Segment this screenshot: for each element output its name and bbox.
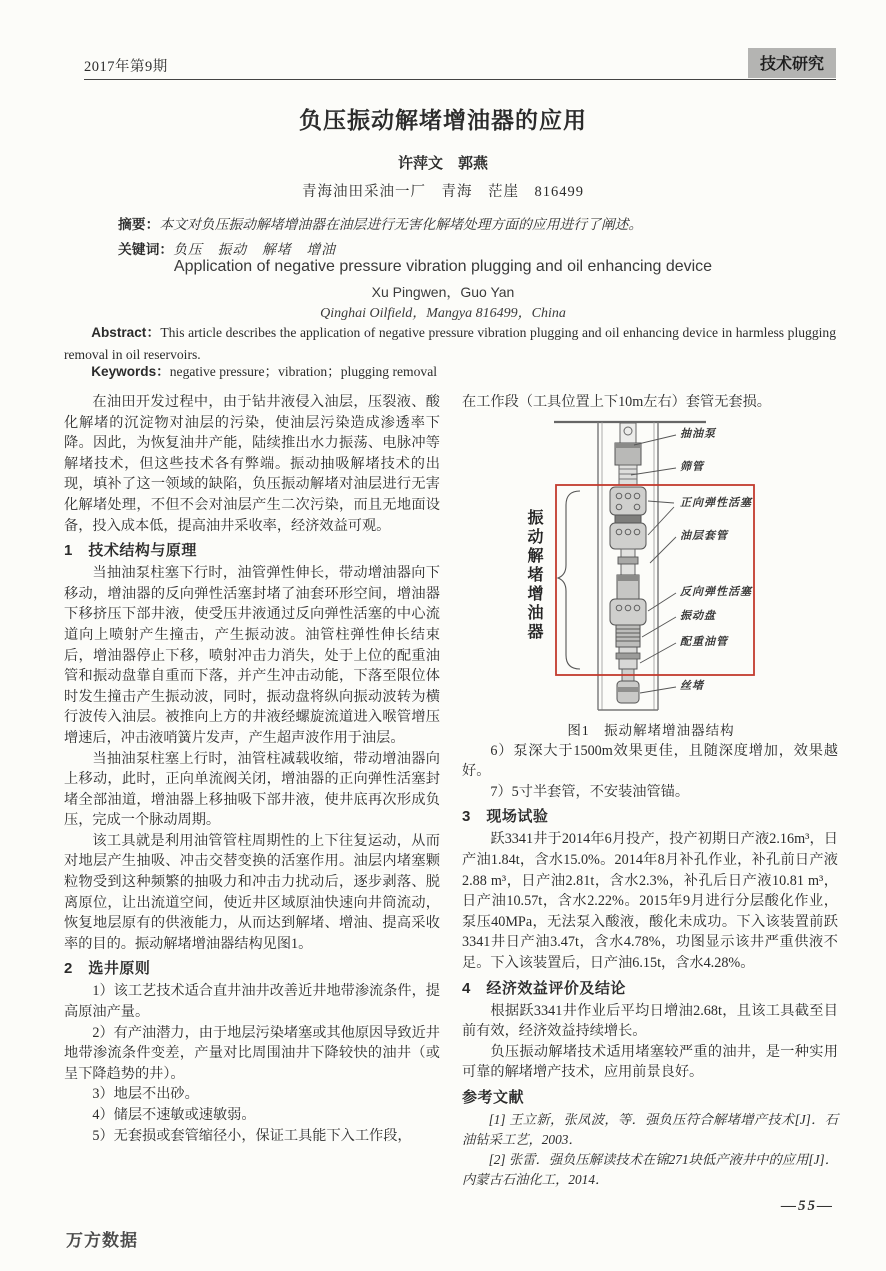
- item-5-continuation: 在工作段（工具位置上下10m左右）套管无套损。: [462, 394, 771, 410]
- section-1-paragraph-2: 当抽油泵柱塞上行时，油管柱减载收缩，带动增油器向上移动，此时，正向单流阀关闭，增油器的正向弹性活塞封堵全部油道，增油器上移抽吸下部井液，使井底再次形成负压，完成一个脉动周期。: [64, 750, 440, 829]
- section-1-heading: 1 技术结构与原理: [64, 542, 197, 560]
- page-header: [84, 48, 836, 78]
- well-selection-item-3: 3）地层不出砂。: [92, 1086, 199, 1103]
- intro-paragraph: 在油田开发过程中，由于钻井液侵入油层，压裂液、酸化解堵的沉淀物对油层的污染，使油层污染造成渗透率下降。因此，为恢复油井产能，陆续推出水力振荡、电脉冲等解堵技术，但这些技术各有弊端。振动抽吸解堵技术的出现，填补了这一领域的缺陷，负压振动解堵对油层进行无害化解堵处理，不但不会对油层产生二次污染，而且无地面设备，投入成本低，提高油井采收率，经济效益可观。: [64, 394, 440, 534]
- abstract-en-text: This article describes the application of negative pressure vibration plugging and oil enhancing device in harmless plugging removal in oil reservoirs.: [64, 325, 836, 362]
- keywords-en: [64, 360, 836, 380]
- keywords-en-text: negative pressure；vibration；plugging removal: [169, 364, 438, 379]
- section-4-heading: 4 经济效益评价及结论: [462, 979, 626, 997]
- issue-label: 2017年第9期: [84, 59, 168, 75]
- header-rule: [84, 79, 836, 80]
- affiliation-en: Qinghai Oilfield，Mangya 816499，China: [320, 306, 566, 321]
- keywords-en-label: Keywords：: [91, 364, 170, 379]
- label-vibration-plate: 振动盘: [680, 609, 716, 622]
- label-screen-pipe: 筛管: [680, 460, 704, 473]
- abstract-cn-text: 本文对负压振动解堵增油器在油层进行无害化解堵处理方面的应用进行了阐述。: [159, 216, 643, 232]
- label-oil-pump: 抽油泵: [680, 427, 716, 440]
- device-brace: [558, 491, 580, 669]
- authors-cn: 许萍文 郭燕: [397, 155, 488, 172]
- section-4-paragraph-1: 根据跃3341井作业后平均日增油2.68t，且该工具截至目前有效，经济效益持续增长。: [462, 1002, 838, 1040]
- section-1-paragraph-3: 该工具就是利用油管管柱周期性的上下往复运动，从而对地层产生抽吸、冲击交替变换的活塞作用。油层内堵塞颗粒物受到这种频繁的抽吸力和冲击力扰动后，逐步剥落、脱离原位，让出流道空间，使近井区域原油快速向井筒流动，恢复地层原有的供液能力，从而达到解堵、增油、提高采收率的目的。振动解堵增油器结构见图1。: [64, 832, 440, 952]
- article-title-en: Application of negative pressure vibration plugging and oil enhancing device: [173, 258, 713, 275]
- abstract-en-label: Abstract：: [91, 325, 161, 340]
- label-oil-layer-casing: 油层套管: [680, 529, 728, 542]
- right-column: [462, 392, 838, 1190]
- label-forward-elastic-piston: 正向弹性活塞: [680, 496, 752, 509]
- reference-1: [1] 王立新，张凤波，等．强负压符合解堵增产技术[J]．石油钻采工艺，2003．: [462, 1111, 838, 1147]
- figure-1: [462, 417, 838, 739]
- abstract-cn: [118, 215, 826, 235]
- well-selection-item-5: 5）无套损或套管缩径小，保证工具能下入工作段，: [92, 1127, 412, 1144]
- section-3-heading: 3 现场试验: [462, 808, 549, 826]
- keywords-cn-label: 关键词：: [118, 241, 174, 257]
- references-heading: 参考文献: [462, 1088, 525, 1106]
- article-title-cn: 负压振动解堵增油器的应用: [299, 107, 587, 133]
- keywords-cn-text: 负压 振动 解堵 增油: [173, 241, 336, 257]
- page-number: —55—: [781, 1198, 834, 1214]
- keywords-cn: [118, 240, 826, 260]
- section-3-paragraph: 跃3341井于2014年6月投产，投产初期日产液2.16m³，日产油1.84t，含水15.0%。2014年8月补孔作业，补孔前日产液2.88 m³，日产油2.81t，含水2.3%，补孔后日产液10.81 m³，日产油10.57t，含水2.22%。2015年9月进行分层酸化作业，泵压40MPa，无法泵入酸液，酸化未成功。下入该装置前跃3341井日产油3.47t，含水4.78%，功图显示该井严重供液不足。下入该装置后，日产油6.15t，含水4.28%。: [462, 831, 838, 971]
- section-1-paragraph-1: 当抽油泵柱塞下行时，油管弹性伸长，带动增油器向下移动，增油器的反向弹性活塞封堵了油套环形空间，增油器下移挤压下部井液，使受压井液通过反向弹性活塞的中心流道向上喷射产生撞击，产生振动波。油管柱弹性伸长结束后，增油器停止下移，喷射冲击力消失，处于上位的配重油管和振动盘靠自重而下落，并产生冲击动能，下落至限位体时发生撞击产生振动波，同时，振动盘将纵向振动波转为横行波传入油层。被推向上方的井液经螺旋流道进入喉管增压增速后，冲击液哨簧片发声，产生超声波作用于油层。: [64, 565, 440, 746]
- label-plug: 丝堵: [680, 679, 704, 692]
- label-counterweight-tubing: 配重油管: [680, 635, 728, 648]
- well-selection-item-1: 1）该工艺技术适合直井油井改善近井地带渗流条件，提高原油产量。: [64, 983, 440, 1021]
- abstract-cn-label: 摘要：: [118, 216, 160, 232]
- body-columns: [64, 392, 838, 1190]
- section-badge: 技术研究: [748, 48, 836, 78]
- figure-1-caption: 图1 振动解堵增油器结构: [567, 722, 735, 738]
- well-selection-item-4: 4）储层不速敏或速敏弱。: [92, 1107, 256, 1123]
- section-4-paragraph-2: 负压振动解堵技术适用堵塞较严重的油井，是一种实用可靠的解堵增产技术，应用前景良好。: [462, 1043, 838, 1081]
- reference-2: [2] 张雷．强负压解读技术在锦271块低产液井中的应用[J]．内蒙古石油化工，2014．: [462, 1151, 838, 1187]
- well-selection-item-6: 6）泵深大于1500m效果更佳，且随深度增加，效果越好。: [462, 742, 838, 780]
- well-selection-item-7: 7）5寸半套管，不安装油管锚。: [490, 783, 690, 800]
- section-2-heading: 2 选井原则: [64, 960, 151, 978]
- figure-side-label: 振动解堵增油器: [525, 508, 542, 642]
- figure-1-drawing: [498, 417, 804, 715]
- authors-en: Xu Pingwen，Guo Yan: [371, 284, 515, 300]
- wanfang-watermark: 万方数据: [66, 1231, 138, 1250]
- well-selection-item-2: 2）有产油潜力，由于地层污染堵塞或其他原因导致近井地带渗流条件变差，产量对比周围油井下降较快的油井（或呈下降趋势的井）。: [64, 1024, 440, 1082]
- affiliation-cn: 青海油田采油一厂 青海 茫崖 816499: [302, 184, 584, 200]
- label-reverse-elastic-piston: 反向弹性活塞: [680, 585, 752, 598]
- left-column: [64, 392, 440, 1190]
